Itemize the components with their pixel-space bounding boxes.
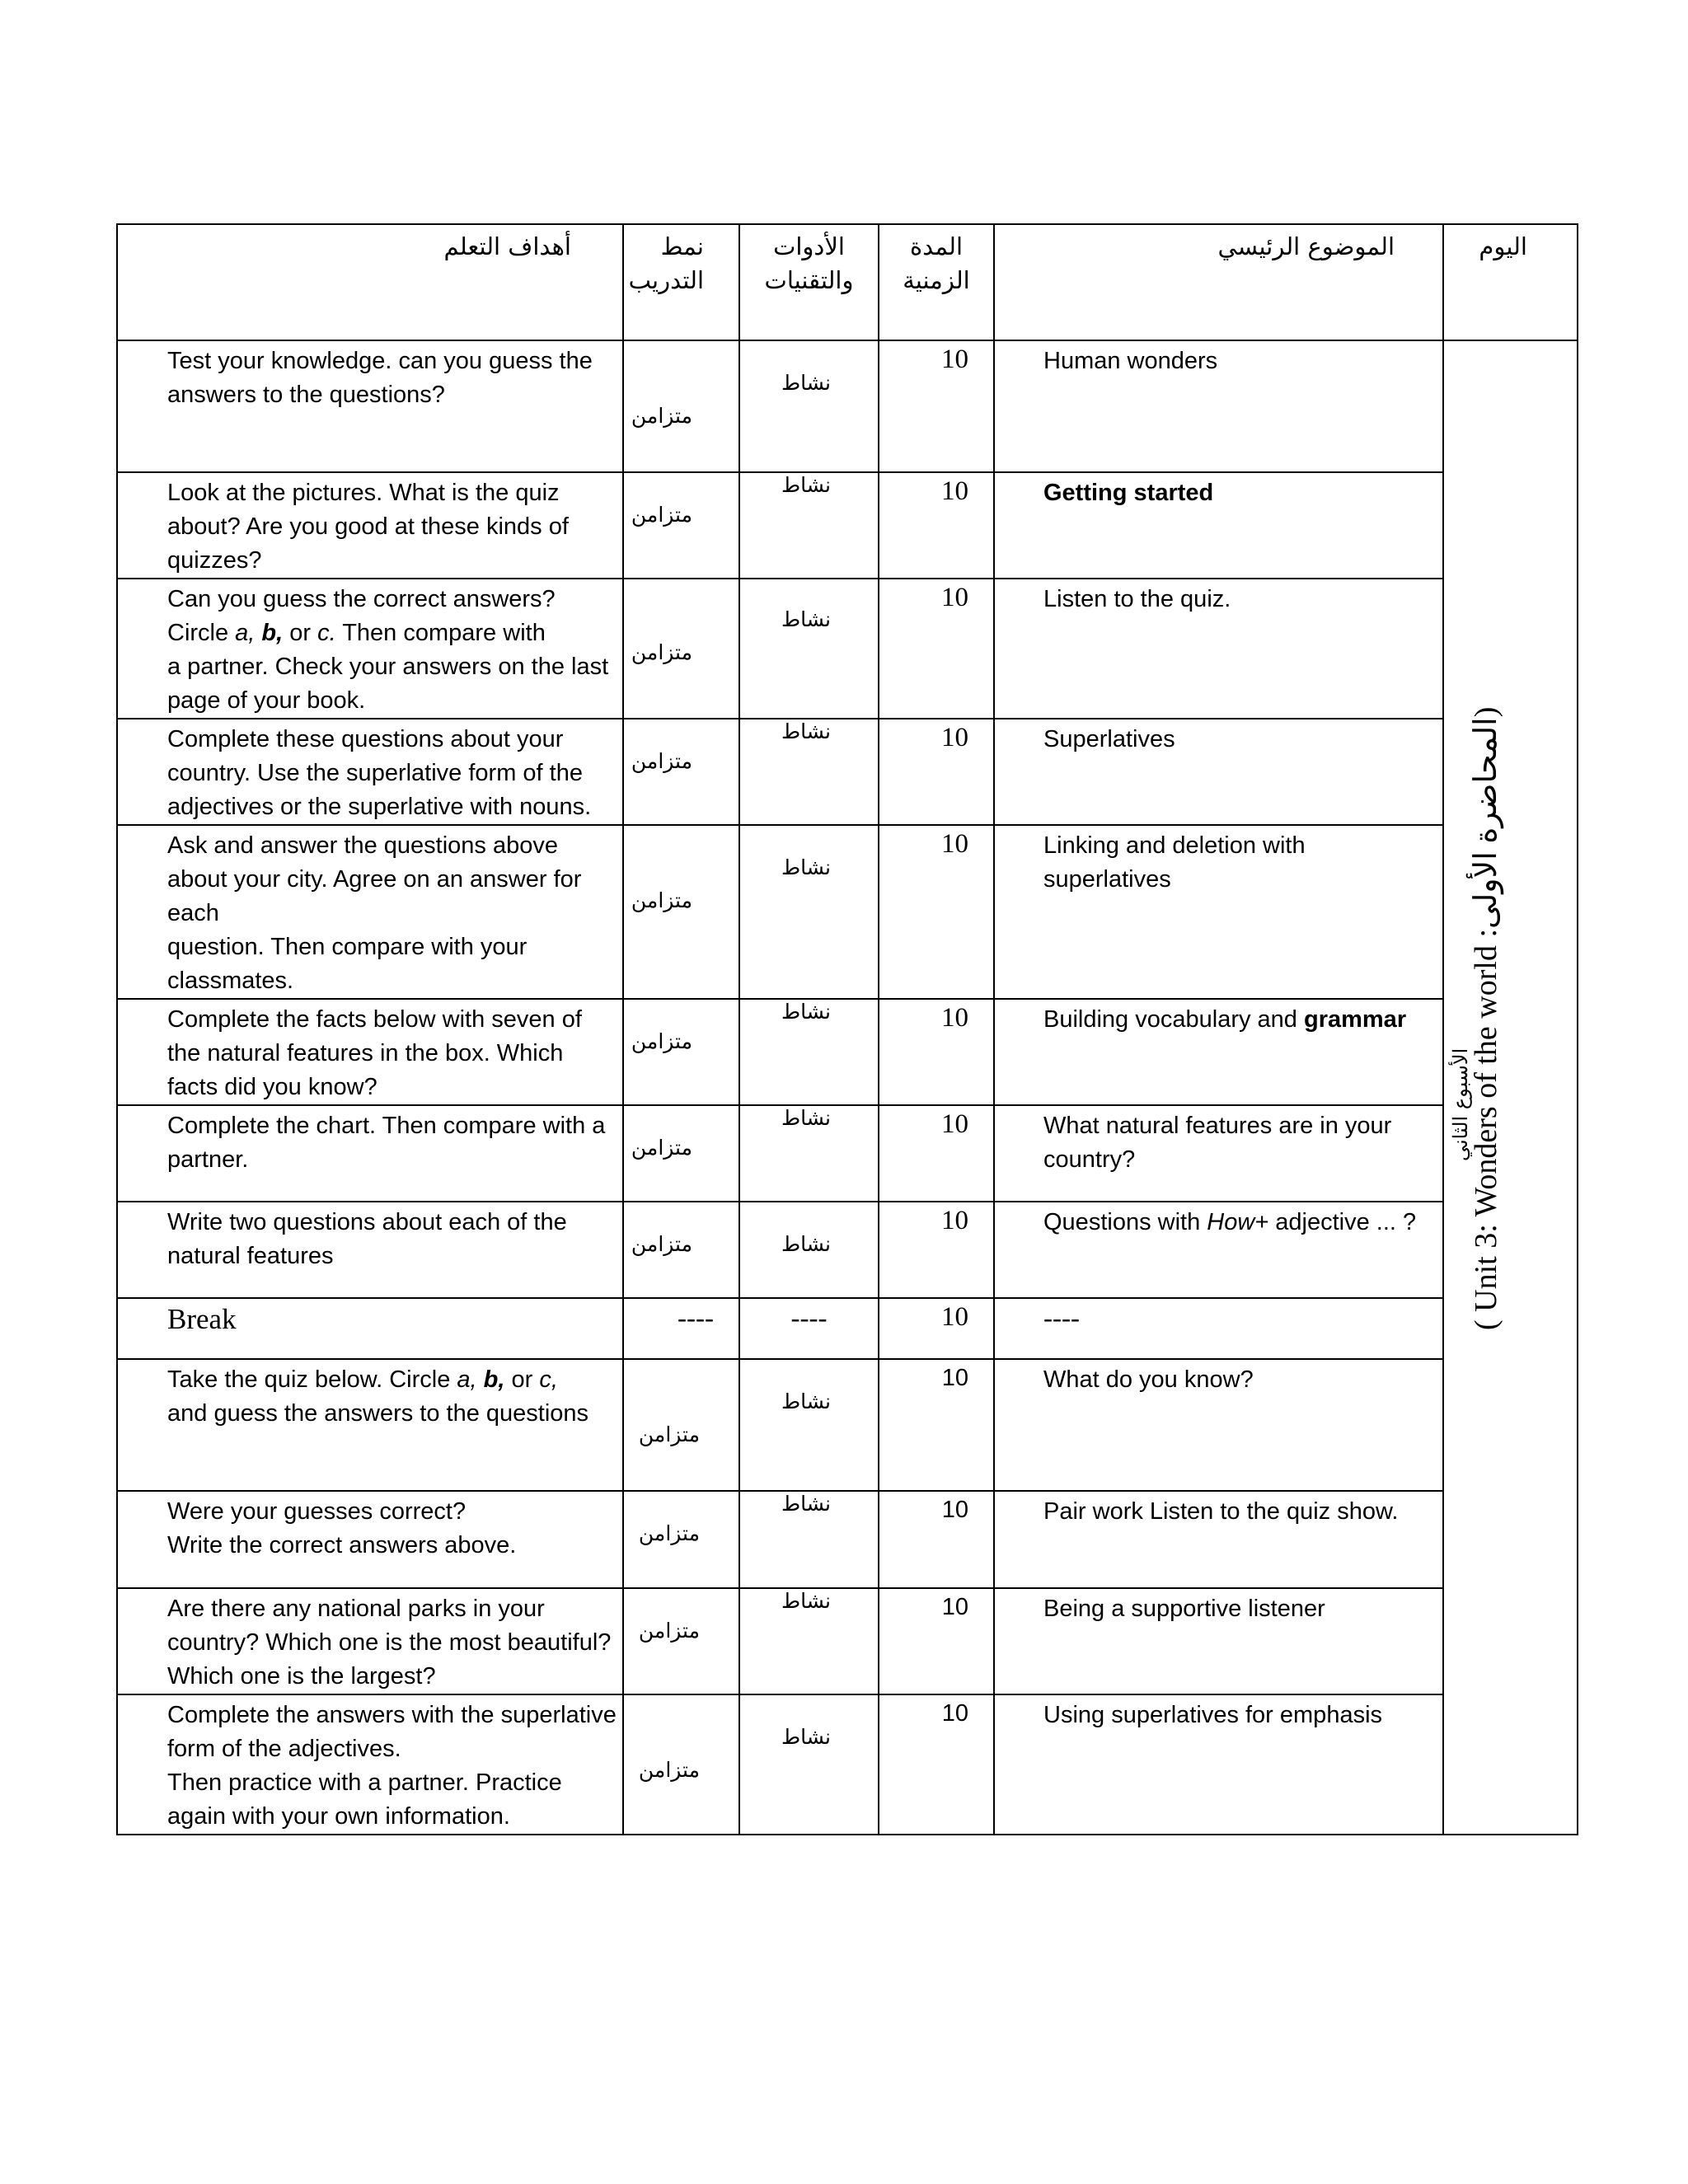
tool-cell (739, 1202, 879, 1298)
tool-label: نشاط (781, 1492, 831, 1516)
tool-label: نشاط (781, 719, 831, 743)
duration-cell: 10 (879, 1588, 994, 1694)
goal-cell: Complete the facts below with seven of the natural features in the box. Which facts did you know? (117, 999, 623, 1105)
header-topic: الموضوع الرئيسي (994, 224, 1443, 340)
table-row (117, 999, 1578, 1105)
tool-cell (739, 472, 879, 579)
unit-title: ( Unit 3: Wonders of the world :المحاضرة الأولى) (1469, 706, 1503, 1330)
lesson-plan-table (116, 223, 1578, 1835)
tool-cell (739, 999, 879, 1105)
duration-cell: 10 (879, 472, 994, 579)
table-row (117, 579, 1578, 719)
tool-label: نشاط (781, 1232, 831, 1256)
mode-cell (623, 1588, 739, 1694)
topic-cell: What natural features are in your country? (994, 1105, 1443, 1202)
topic-cell: Using superlatives for emphasis (994, 1694, 1443, 1835)
duration-cell: 10 (879, 1298, 994, 1359)
break-row (117, 1298, 1578, 1359)
mode-label: متزامن (638, 1521, 700, 1545)
header-duration: المدة الزمنية (879, 224, 994, 340)
table-row (117, 1491, 1578, 1588)
goal-cell: Can you guess the correct answers? Circle a, b, or c. Then compare with a partner. Check your answers on the last page of your book. (117, 579, 623, 719)
mode-label: متزامن (631, 503, 692, 527)
tool-cell (739, 1588, 879, 1694)
tool-label: نشاط (781, 1589, 831, 1613)
goal-cell: Complete the chart. Then compare with a partner. (117, 1105, 623, 1202)
topic-cell: Linking and deletion with superlatives (994, 825, 1443, 999)
tool-label: نشاط (781, 1725, 831, 1749)
goal-cell: Complete these questions about your country. Use the superlative form of the adjectives or the superlative with nouns. (117, 719, 623, 825)
goal-cell: Write two questions about each of the natural features (117, 1202, 623, 1298)
tool-cell: ---- (739, 1298, 879, 1359)
mode-label: متزامن (631, 888, 692, 912)
mode-cell (623, 1491, 739, 1588)
table-row (117, 1694, 1578, 1835)
table-row (117, 825, 1578, 999)
goal-cell: Ask and answer the questions above about your city. Agree on an answer for each question. Then compare with your classmates. (117, 825, 623, 999)
mode-cell (623, 1105, 739, 1202)
duration-cell: 10 (879, 825, 994, 999)
tool-cell (739, 579, 879, 719)
tool-label: نشاط (781, 1106, 831, 1130)
duration-cell: 10 (879, 719, 994, 825)
duration-cell: 10 (879, 340, 994, 472)
mode-cell: ---- (623, 1298, 739, 1359)
tool-label: نشاط (781, 855, 831, 879)
topic-cell: Building vocabulary and grammar (994, 999, 1443, 1105)
mode-cell (623, 1359, 739, 1491)
table-row (117, 340, 1578, 472)
tool-label: نشاط (781, 1390, 831, 1413)
header-row (117, 224, 1578, 340)
mode-label: متزامن (631, 1136, 692, 1160)
tool-cell (739, 1694, 879, 1835)
goal-cell: Take the quiz below. Circle a, b, or c, and guess the answers to the questions (117, 1359, 623, 1491)
header-goals: أهداف التعلم (117, 224, 623, 340)
duration-cell: 10 (879, 1491, 994, 1588)
topic-cell: Superlatives (994, 719, 1443, 825)
goal-cell: Complete the answers with the superlative form of the adjectives. Then practice with a partner. Practice again with your own information. (117, 1694, 623, 1835)
mode-label: متزامن (638, 1758, 700, 1782)
tool-cell (739, 340, 879, 472)
duration-cell: 10 (879, 1105, 994, 1202)
goal-cell: Were your guesses correct? Write the correct answers above. (117, 1491, 623, 1588)
tool-cell (739, 719, 879, 825)
tool-cell (739, 1105, 879, 1202)
duration-cell: 10 (879, 1694, 994, 1835)
table-row (117, 1105, 1578, 1202)
goal-cell: Are there any national parks in your country? Which one is the most beautiful? Which one is the largest? (117, 1588, 623, 1694)
break-label: Break (117, 1298, 623, 1359)
table-row (117, 472, 1578, 579)
day-cell (1443, 340, 1578, 1835)
goal-cell: Look at the pictures. What is the quiz about? Are you good at these kinds of quizzes? (117, 472, 623, 579)
topic-cell: ---- (994, 1298, 1443, 1359)
mode-label: متزامن (631, 1029, 692, 1053)
mode-cell (623, 1694, 739, 1835)
header-day: اليوم (1443, 224, 1578, 340)
table-row (117, 1588, 1578, 1694)
topic-cell: Human wonders (994, 340, 1443, 472)
mode-label: متزامن (638, 1619, 700, 1643)
mode-cell (623, 825, 739, 999)
topic-cell: Questions with How+ adjective ... ? (994, 1202, 1443, 1298)
duration-cell: 10 (879, 1202, 994, 1298)
duration-cell: 10 (879, 1359, 994, 1491)
mode-cell (623, 340, 739, 472)
table-row (117, 1359, 1578, 1491)
mode-label: متزامن (631, 749, 692, 773)
topic-cell: What do you know? (994, 1359, 1443, 1491)
mode-cell (623, 1202, 739, 1298)
tool-label: نشاط (781, 607, 831, 631)
week-label: الأسبوع الثاني (1449, 1047, 1472, 1161)
mode-label: متزامن (638, 1422, 700, 1446)
topic-cell: Pair work Listen to the quiz show. (994, 1491, 1443, 1588)
duration-cell: 10 (879, 999, 994, 1105)
mode-label: متزامن (631, 1232, 692, 1256)
topic-cell: Being a supportive listener (994, 1588, 1443, 1694)
goal-cell: Test your knowledge. can you guess the answers to the questions? (117, 340, 623, 472)
mode-label: متزامن (631, 404, 692, 428)
header-tools: الأدوات والتقنيات (739, 224, 879, 340)
mode-cell (623, 999, 739, 1105)
tool-label: نشاط (781, 371, 831, 395)
topic-cell: Listen to the quiz. (994, 579, 1443, 719)
table-row (117, 1202, 1578, 1298)
duration-cell: 10 (879, 579, 994, 719)
tool-cell (739, 1359, 879, 1491)
tool-cell (739, 825, 879, 999)
mode-label: متزامن (631, 640, 692, 664)
tool-cell (739, 1491, 879, 1588)
tool-label: نشاط (781, 1000, 831, 1024)
table-row (117, 719, 1578, 825)
tool-label: نشاط (781, 473, 831, 497)
mode-cell (623, 579, 739, 719)
topic-cell: Getting started (994, 472, 1443, 579)
mode-cell (623, 472, 739, 579)
mode-cell (623, 719, 739, 825)
header-mode: نمط التدريب (623, 224, 739, 340)
